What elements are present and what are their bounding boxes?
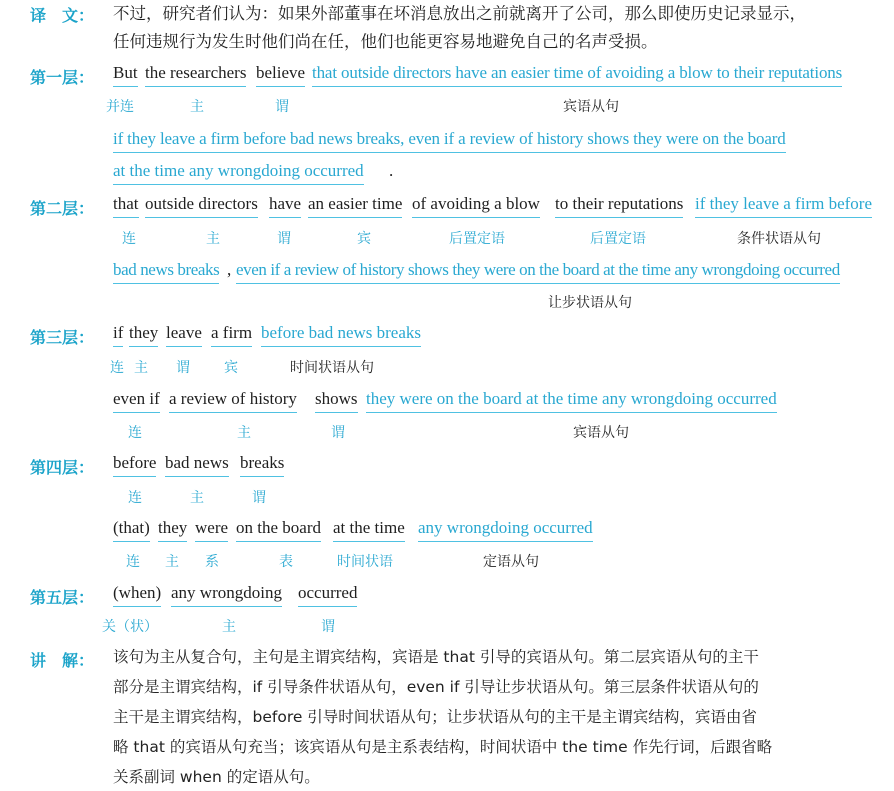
l3-ann-object: 宾 [224,360,238,376]
l1-period: . [389,161,394,180]
l2-postmod-2: to their reputations [555,193,683,218]
l2-ann-verb: 谓 [277,231,291,247]
l3-row2-object-clause: they were on the board at the time any wrongdoing occurred [366,388,777,413]
l4-row2-conj: (that) [113,517,150,542]
l1-ann-subject: 主 [190,99,204,115]
layer3-label: 第三层： [30,328,95,347]
l5-ann-verb: 谓 [321,619,335,635]
l4-ann2-conj: 连 [126,554,140,570]
l3-ann-conj: 连 [110,360,124,376]
l2-ann-condition: 条件状语从句 [737,231,821,247]
l4-subject: bad news [165,452,229,477]
l4-conj: before [113,452,156,477]
l3-conj: if [113,322,123,347]
layer5-label: 第五层： [30,588,95,607]
l4-row2-linking-verb: were [195,517,228,542]
l2-object: an easier time [308,193,402,218]
explanation-line-3: 主干是主谓宾结构，before 引导时间状语从句；让步状语从句的主干是主谓宾结构，宾语由省 [113,708,757,726]
l3-row2-verb: shows [315,388,358,413]
l5-verb: occurred [298,582,357,607]
l4-row2-attributive-clause: any wrongdoing occurred [418,517,593,542]
layer1-label: 第一层： [30,68,95,87]
l2-ann-subject: 主 [206,231,220,247]
explanation-line-2: 部分是主谓宾结构，if 引导条件状语从句，even if 引导让步状语从句。第三层条件状语从句的 [113,678,759,696]
l3-time-clause: before bad news breaks [261,322,421,347]
l2-ann-object: 宾 [357,231,371,247]
l4-ann-verb: 谓 [252,490,266,506]
explanation-line-5: 关系副词 when 的定语从句。 [113,768,320,786]
l1-ann-conj: 并连 [106,99,134,115]
explanation-line-1: 该句为主从复合句，主句是主谓宾结构，宾语是 that 引导的宾语从句。第二层宾语从句的主干 [113,648,759,666]
layer2-label: 第二层： [30,199,95,218]
layer4-label: 第四层： [30,458,95,477]
translation-line-1: 不过，研究者们认为：如果外部董事在坏消息放出之前就离开了公司，那么即使历史记录显示， [113,4,806,23]
l4-ann2-time-adverbial: 时间状语 [337,554,393,570]
l3-ann2-verb: 谓 [331,425,345,441]
l2-verb: have [269,193,301,218]
l3-subject: they [129,322,158,347]
explanation-label: 讲 解： [30,651,95,670]
l3-ann-verb: 谓 [176,360,190,376]
l2-conj: that [113,193,139,218]
l4-verb: breaks [240,452,284,477]
l2-condition-start: if they leave a firm before [695,193,872,218]
l3-row2-subject: a review of history [169,388,297,413]
l4-ann2-predicative: 表 [279,554,293,570]
l5-relative: (when) [113,582,161,607]
l4-ann-conj: 连 [128,490,142,506]
translation-line-2: 任何违规行为发生时他们尚在任，他们也能更容易地避免自己的名声受损。 [113,32,658,51]
l2-ann-postmod-1: 后置定语 [449,231,505,247]
l1-conj: But [113,62,138,87]
l2-subject: outside directors [145,193,258,218]
l4-row2-time-adverbial: at the time [333,517,405,542]
l5-ann-subject: 主 [222,619,236,635]
l3-ann-time-clause: 时间状语从句 [290,360,374,376]
l2-comma: , [227,260,232,279]
l2-concession-clause: even if a review of history shows they were on the board at the time any wrongdoing occurred [236,259,840,284]
explanation-line-4: 略 that 的宾语从句充当；该宾语从句是主系表结构，时间状语中 the time 作先行词，后跟省略 [113,738,773,756]
l1-row2: if they leave a firm before bad news breaks, even if a review of history shows they were on the board [113,128,786,153]
translation-label: 译 文： [30,6,95,25]
l3-ann2-object-clause: 宾语从句 [573,425,629,441]
l1-verb: believe [256,62,305,87]
l2-ann-conj: 连 [122,231,136,247]
l2-postmod-1: of avoiding a blow [412,193,540,218]
l4-ann-subject: 主 [190,490,204,506]
l3-verb: leave [166,322,202,347]
l3-row2-conj: even if [113,388,160,413]
l4-ann2-linking-verb: 系 [205,554,219,570]
l5-subject: any wrongdoing [171,582,282,607]
l4-ann2-subject: 主 [165,554,179,570]
l1-subject: the researchers [145,62,246,87]
l4-ann2-attributive-clause: 定语从句 [483,554,539,570]
l4-row2-predicative: on the board [236,517,321,542]
l5-ann-relative: 关（状） [102,619,158,635]
l4-row2-subject: they [158,517,187,542]
l3-object: a firm [211,322,252,347]
l2-ann-concession: 让步状语从句 [548,295,632,311]
l1-ann-object-clause: 宾语从句 [563,99,619,115]
l3-ann2-subject: 主 [237,425,251,441]
l1-row3: at the time any wrongdoing occurred [113,160,364,185]
l2-ann-postmod-2: 后置定语 [590,231,646,247]
l1-object-clause: that outside directors have an easier time of avoiding a blow to their reputations [312,62,842,87]
l1-ann-verb: 谓 [275,99,289,115]
l3-ann-subject: 主 [134,360,148,376]
l2-condition-end: bad news breaks [113,259,219,284]
l3-ann2-conj: 连 [128,425,142,441]
